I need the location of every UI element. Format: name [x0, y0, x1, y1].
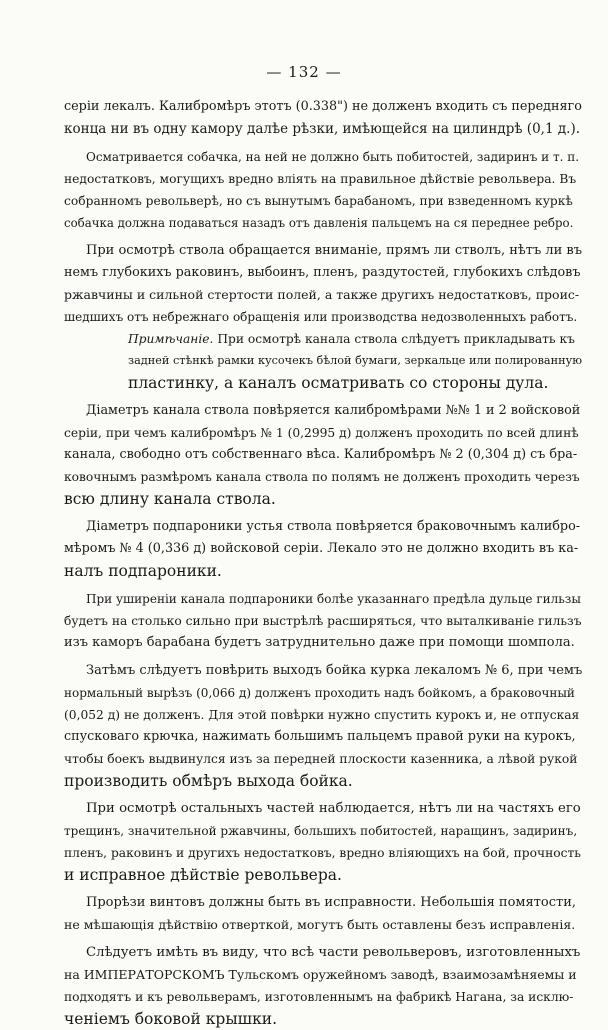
- text-line: собачка должна подаваться назадъ отъ давленія пальцемъ на ся переднее ребро.: [64, 216, 574, 230]
- text-line: (0,052 д) не долженъ. Для этой повѣрки нужно спустить курокъ и, не отпуская: [64, 708, 580, 722]
- text-line: канала, свободно отъ собственнаго вѣса. Калибромѣръ № 2 (0,304 д) съ бра-: [64, 447, 578, 462]
- text-line: При осмотрѣ остальныхъ частей наблюдается, нѣтъ ли на частяхъ его: [86, 801, 581, 816]
- text-line: трещинъ, значительной ржавчины, большихъ побитостей, наращинъ, задиринъ,: [64, 824, 578, 838]
- text-line: ржавчины и сильной стертости полей, а также другихъ недостатковъ, проис-: [64, 287, 580, 302]
- text-line: производить обмѣръ выхода бойка.: [64, 772, 353, 790]
- note-text: При осмотрѣ канала ствола слѣдуетъ прикладывать къ: [217, 332, 575, 346]
- note-line: [64, 328, 582, 350]
- text-line: не мѣшающія дѣйствію отверткой, могутъ быть оставлены безъ исправленія.: [64, 917, 576, 932]
- text-line: мѣромъ № 4 (0,336 д) войсковой серіи. Лекало это не должно входить въ ка-: [64, 541, 579, 556]
- body-text: [64, 96, 582, 1030]
- text-line: серіи, при чемъ калибромѣръ № 1 (0,2995 д) долженъ проходить по всей длинѣ: [64, 426, 579, 440]
- text-line: Прорѣзи винтовъ должны быть въ исправности. Небольшія помятости,: [86, 895, 576, 910]
- text-line: шедшихъ отъ небрежнаго обращенія или производства недозволенныхъ работъ.: [64, 310, 578, 324]
- text-line: будетъ на столько сильно при выстрѣлѣ расширяться, что выталкиваніе гильзъ: [64, 614, 582, 628]
- text-line: немъ глубокихъ раковинъ, выбоинъ, пленъ, раздутостей, глубокихъ слѣдовъ: [64, 265, 581, 280]
- text-line: При уширеніи канала подпароники болѣе указаннаго предѣла дульце гильзы: [86, 592, 581, 606]
- text-line: нормальный вырѣзъ (0,066 д) долженъ проходить надъ бойкомъ, а браковочный: [64, 686, 575, 700]
- text-line: подходятъ и къ револьверамъ, изготовленнымъ на фабрикѣ Нагана, за исклю-: [64, 990, 574, 1004]
- text-line: ковочнымъ размѣромъ канала ствола по полямъ не долженъ проходить черезъ: [64, 470, 580, 484]
- page-number: — 132 —: [266, 63, 342, 81]
- text-line: и исправное дѣйствіе револьвера.: [64, 866, 342, 884]
- text-line: всю длину канала ствола.: [64, 490, 276, 508]
- text-line: Діаметръ подпароники устья ствола повѣряется браковочнымъ калибро-: [86, 519, 581, 534]
- text-line: серіи лекалъ. Калибромѣръ этотъ (0.338") не долженъ входить съ передняго: [64, 99, 582, 114]
- text-line: конца ни въ одну камору далѣе рѣзки, имѣющейся на цилиндрѣ (0,1 д.).: [64, 121, 580, 137]
- text-line: собранномъ револьверѣ, но съ вынутымъ барабаномъ, при взведенномъ куркѣ: [64, 194, 573, 208]
- note-label: Примѣчаніе.: [128, 332, 214, 346]
- text-line: недостатковъ, могущихъ вредно вліять на правильное дѣйствіе револьвера. Въ: [64, 172, 577, 186]
- text-line: Слѣдуетъ имѣть въ виду, что всѣ части револьверовъ, изготовленныхъ: [86, 945, 581, 960]
- text-line: задней стѣнкѣ рамки кусочекъ бѣлой бумаги, зеркальце или полированную: [128, 354, 583, 367]
- text-line: Діаметръ канала ствола повѣряется калибромѣрами №№ 1 и 2 войсковой: [86, 403, 581, 418]
- text-line: налъ подпароники.: [64, 562, 222, 580]
- text-line: на ИМПЕРАТОРСКОМЪ Тульскомъ оружейномъ заводѣ, взаимозамѣняемы и: [64, 967, 577, 982]
- text-line: пластинку, а каналъ осматривать со стороны дула.: [128, 374, 549, 392]
- text-line: Затѣмъ слѣдуетъ повѣрить выходъ бойка курка лекаломъ № 6, при чемъ: [86, 663, 583, 678]
- text-line: Осматривается собачка, на ней не должно быть побитостей, задиринъ и т. п.: [86, 150, 580, 164]
- text-line: изъ каморъ барабана будетъ затруднительно даже при помощи шомпола.: [64, 635, 575, 650]
- text-line: пленъ, раковинъ и другихъ недостатковъ, вредно вліяющихъ на бой, прочность: [64, 846, 581, 860]
- text-line: спусковаго крючка, нажимать большимъ пальцемъ правой руки на курокъ,: [64, 729, 576, 744]
- text-line: ченіемъ боковой крышки.: [64, 1010, 278, 1028]
- text-line: чтобы боекъ выдвинулся изъ за передней плоскости казенника, а лѣвой рукой: [64, 752, 578, 766]
- text-line: При осмотрѣ ствола обращается вниманіе, прямъ ли стволъ, нѣтъ ли въ: [86, 243, 583, 258]
